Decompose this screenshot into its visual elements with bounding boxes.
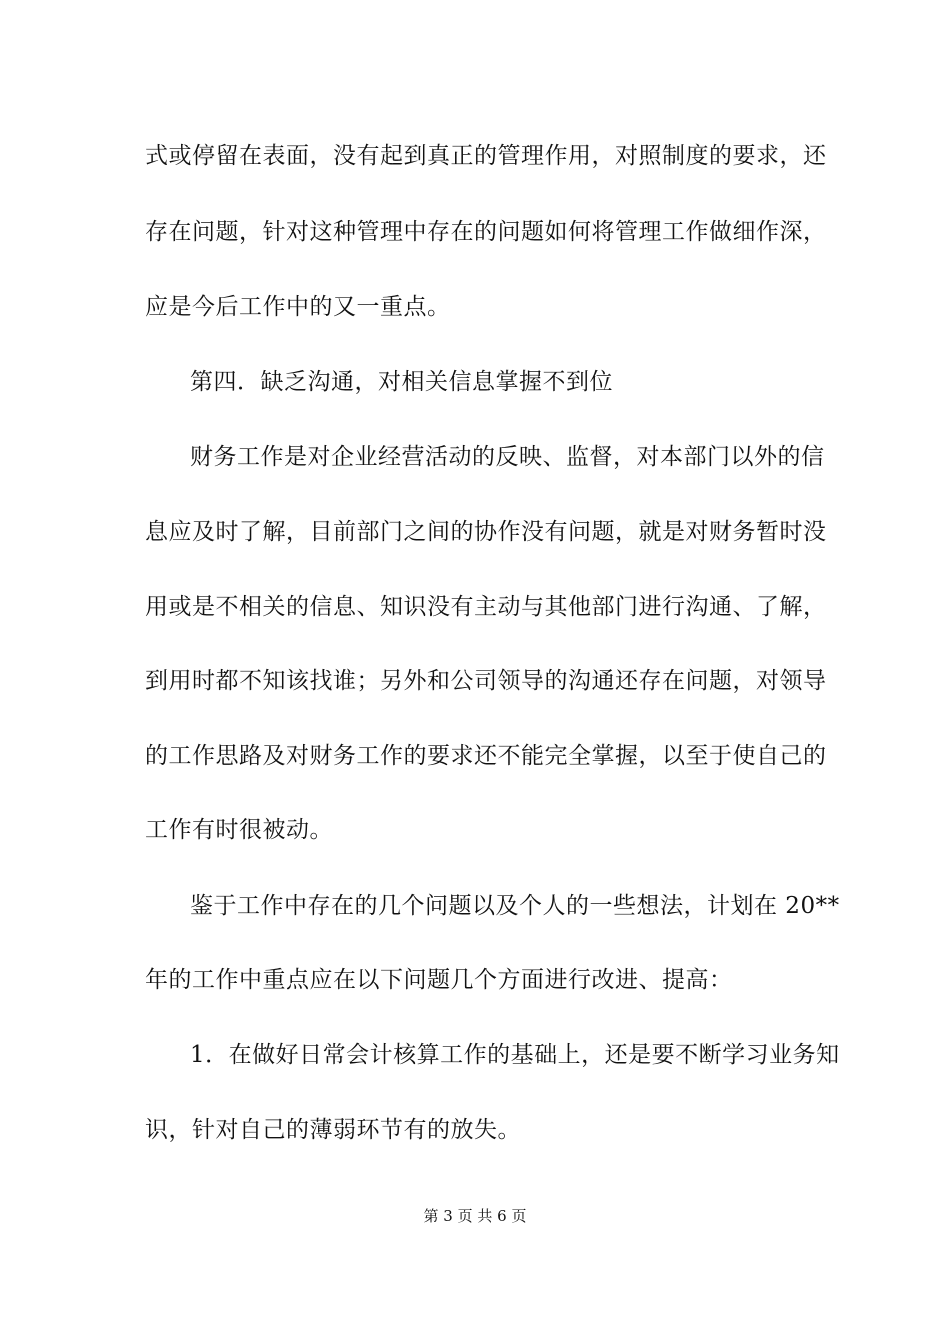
text-line-11: 鉴于工作中存在的几个问题以及个人的一些想法，计划在 20** [190, 893, 840, 919]
page-footer [0, 1206, 950, 1226]
text-line-9: 的工作思路及对财务工作的要求还不能完全掌握，以至于使自己的 [145, 743, 827, 769]
text-line-10: 工作有时很被动。 [145, 817, 333, 843]
text-line-8: 到用时都不知该找谁；另外和公司领导的沟通还存在问题，对领导 [145, 668, 827, 694]
text-line-14: 识，针对自己的薄弱环节有的放失。 [145, 1117, 521, 1143]
text-line-5: 财务工作是对企业经营活动的反映、监督，对本部门以外的信 [190, 444, 825, 470]
list-item-1: 1．在做好日常会计核算工作的基础上，还是要不断学习业务知 [190, 1042, 840, 1068]
text-line-12: 年的工作中重点应在以下问题几个方面进行改进、提高： [145, 967, 733, 993]
text-line-2: 存在问题，针对这种管理中存在的问题如何将管理工作做细作深， [145, 219, 827, 245]
text-line-3: 应是今后工作中的又一重点。 [145, 294, 451, 320]
text-line-1: 式或停留在表面，没有起到真正的管理作用，对照制度的要求，还 [145, 143, 827, 169]
text-line-6: 息应及时了解，目前部门之间的协作没有问题，就是对财务暂时没 [145, 519, 827, 545]
section-heading: 第四．缺乏沟通，对相关信息掌握不到位 [190, 369, 613, 395]
text-line-7: 用或是不相关的信息、知识没有主动与其他部门进行沟通、了解， [145, 594, 827, 620]
page-number: 第 3 页 共 6 页 [423, 1207, 527, 1225]
